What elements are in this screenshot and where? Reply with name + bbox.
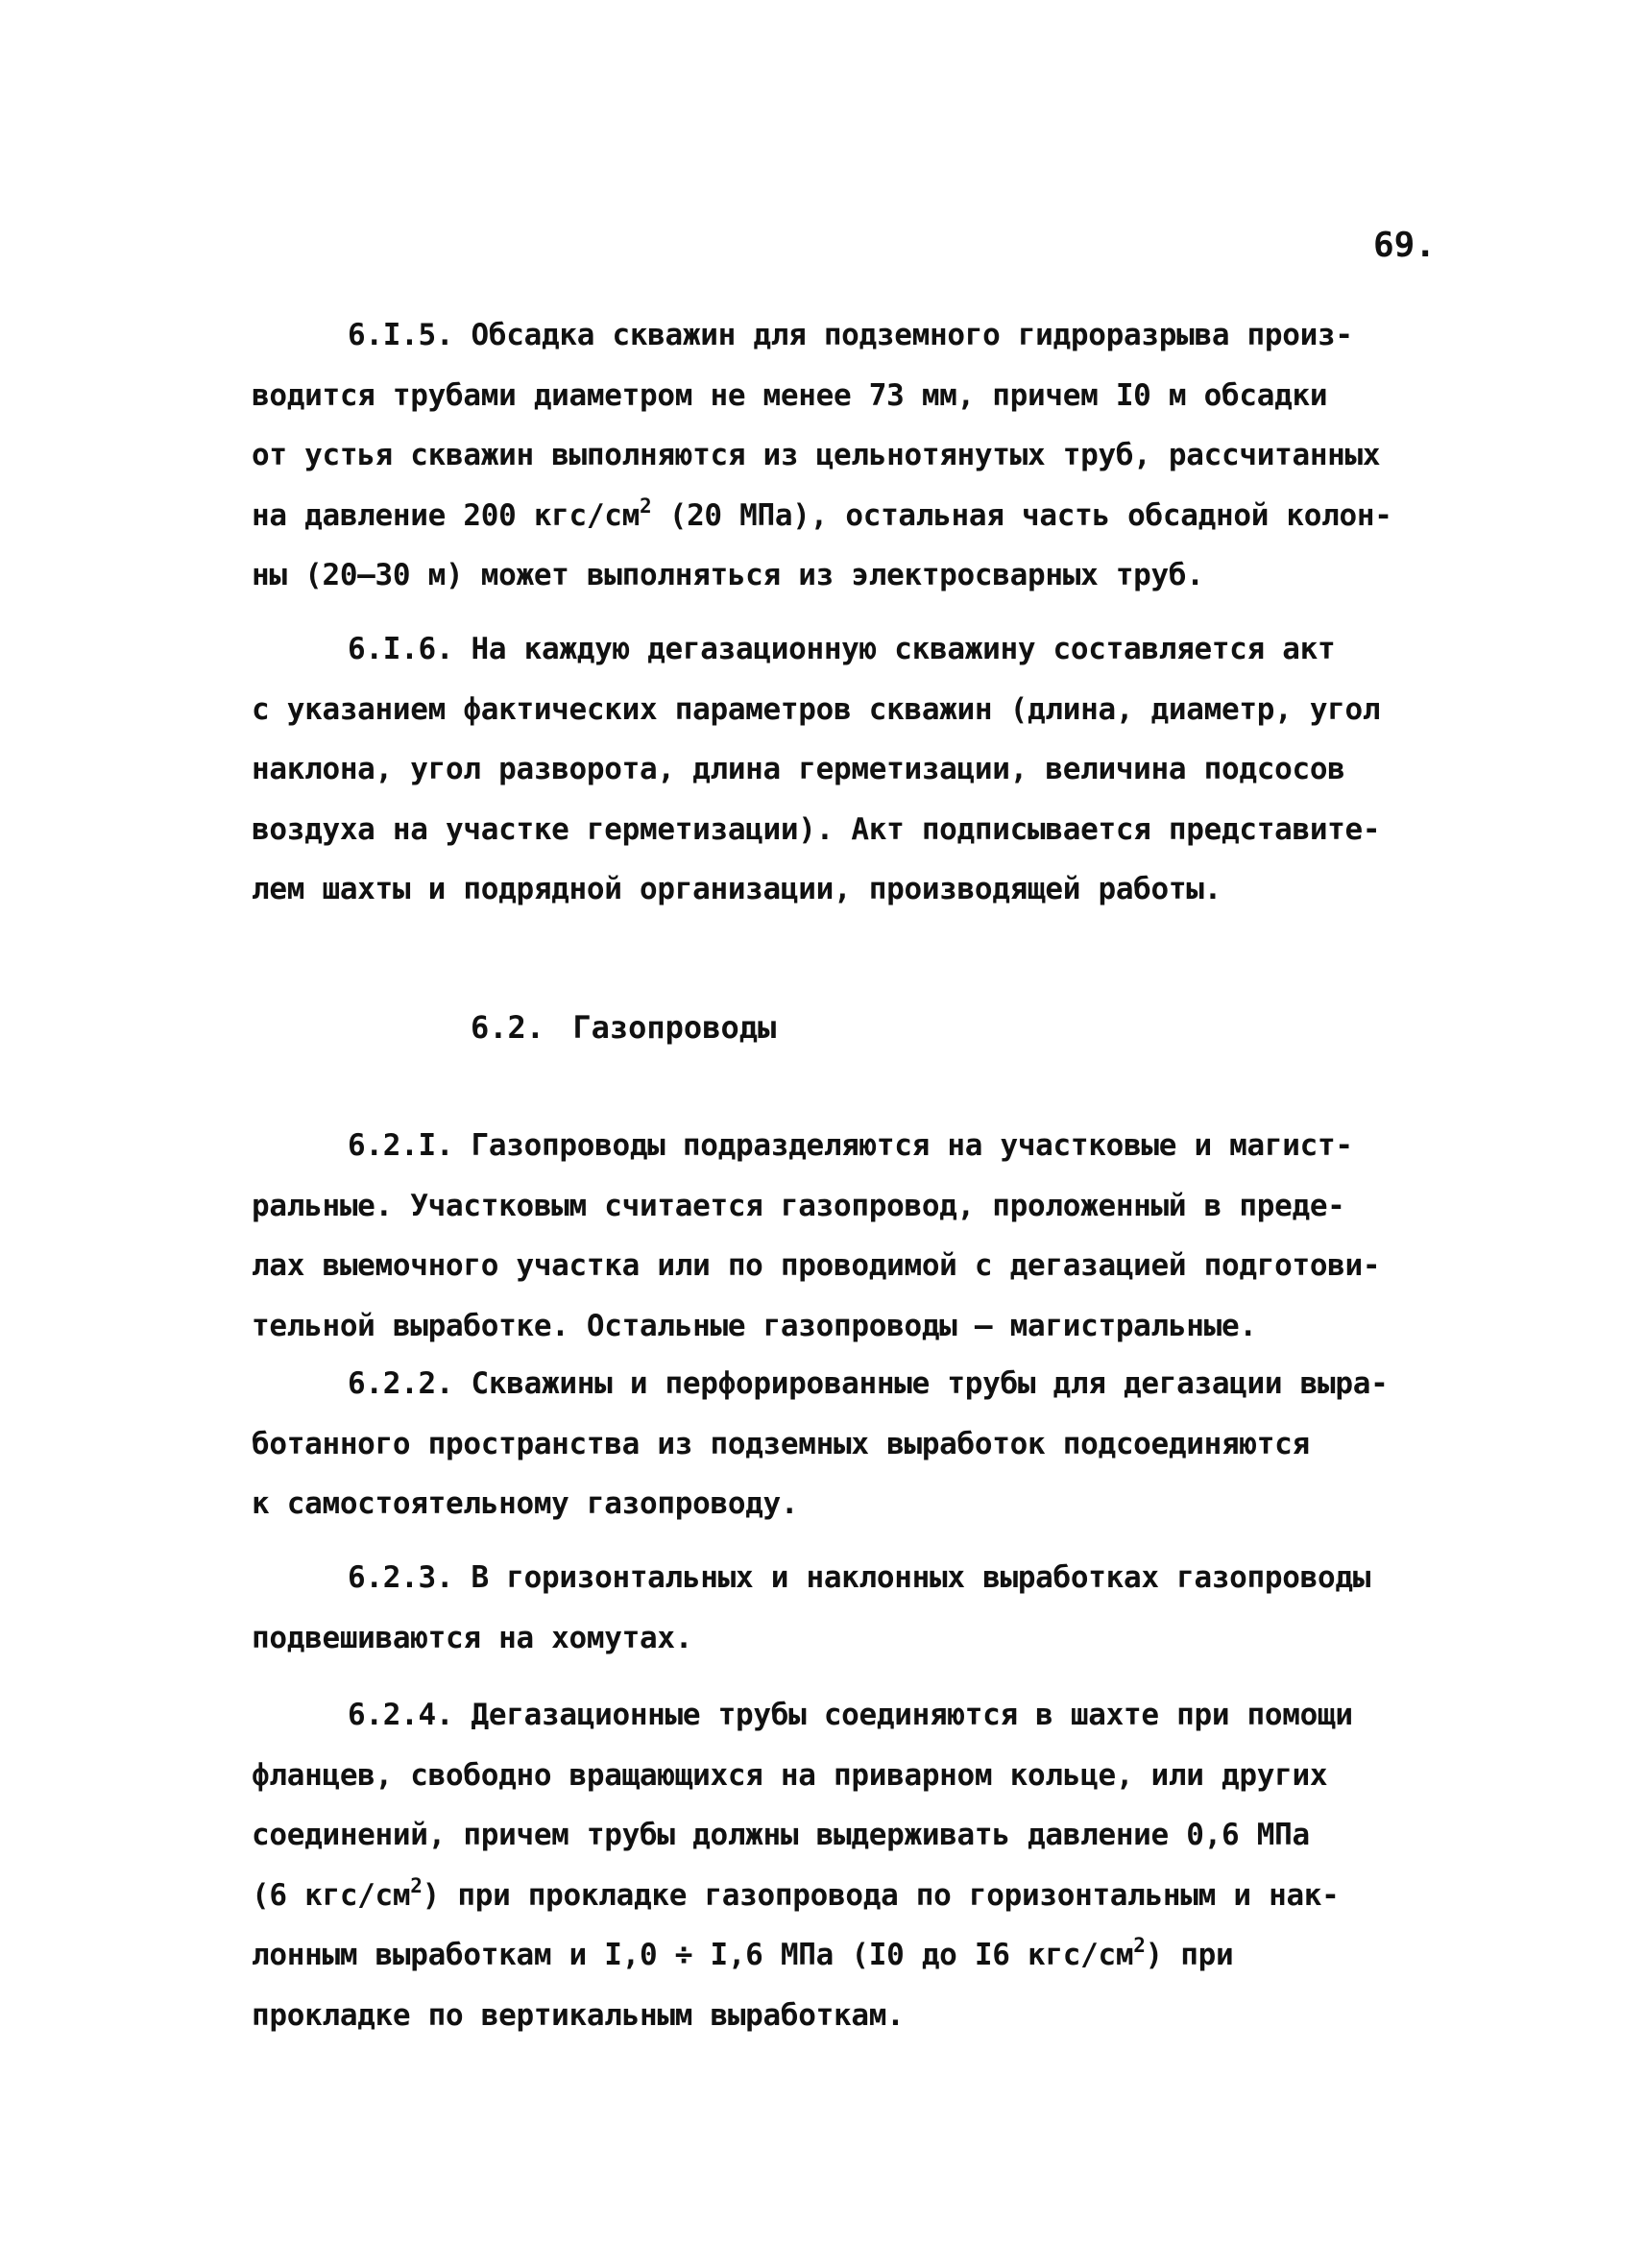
text-line: 6.I.6. На каждую дегазационную скважину составляется акт (348, 632, 1336, 666)
section-title: Газопроводы (572, 1009, 777, 1046)
text-line (252, 486, 1452, 546)
text-line: ботанного пространства из подземных выработок подсоединяются (252, 1426, 1310, 1461)
text-line: к самостоятельному газопроводу. (252, 1486, 799, 1522)
text-line: 6.2.I. Газопроводы подразделяются на участковые и магист- (348, 1128, 1353, 1163)
paragraph-6-1-5 (252, 305, 1452, 606)
text-line: лем шахты и подрядной организации, производящей работы. (252, 872, 1222, 907)
superscript: 2 (410, 1873, 423, 1897)
text-line: прокладке по вертикальным выработкам. (252, 1997, 905, 2033)
text-line: с указанием фактических параметров скважин (длина, диаметр, угол (252, 691, 1381, 727)
text-line (252, 1866, 1452, 1926)
text-fragment: на давление 200 кгс/см (252, 497, 640, 533)
text-fragment: (6 кгс/см (252, 1877, 411, 1913)
text-line: 6.2.4. Дегазационные трубы соединяются в шахте при помощи (348, 1698, 1353, 1732)
paragraph-6-2-1 (252, 1116, 1452, 1356)
text-line: ральные. Участковым считается газопровод, проложенный в преде- (252, 1188, 1345, 1223)
text-line: фланцев, свободно вращающихся на приварном кольце, или других (252, 1757, 1328, 1793)
text-line: водится трубами диаметром не менее 73 мм, причем I0 м обсадки (252, 377, 1328, 413)
paragraph-6-2-2 (252, 1354, 1452, 1534)
superscript: 2 (1133, 1934, 1146, 1958)
text-line: подвешиваются на хомутах. (252, 1620, 693, 1655)
text-fragment: ) при прокладке газопровода по горизонтальным и нак- (422, 1877, 1340, 1913)
text-line: воздуха на участке герметизации). Акт подписывается представите- (252, 811, 1381, 847)
text-line: ны (20–30 м) может выполняться из электросварных труб. (252, 558, 1204, 593)
text-fragment: лонным выработкам и I,0 ÷ I,6 МПа (I0 до I6 кгс/см (252, 1938, 1134, 1973)
text-line: тельной выработке. Остальные газопроводы – магистральные. (252, 1308, 1257, 1343)
superscript: 2 (640, 494, 652, 518)
section-heading (471, 999, 776, 1056)
text-line (252, 1925, 1452, 1986)
text-line: 6.2.2. Скважины и перфорированные трубы для дегазации выра- (348, 1366, 1389, 1401)
text-line: лах выемочного участка или по проводимой с дегазацией подготови- (252, 1248, 1381, 1284)
page-number: 69. (1373, 226, 1437, 265)
section-number: 6.2. (471, 1009, 545, 1046)
paragraph-6-2-4 (252, 1685, 1452, 2046)
text-fragment: ) при (1145, 1938, 1234, 1973)
text-line: соединений, причем трубы должны выдерживать давление 0,6 МПа (252, 1818, 1310, 1853)
text-line: от устья скважин выполняются из цельнотянутых труб, рассчитанных (252, 438, 1381, 473)
text-line: 6.2.3. В горизонтальных и наклонных выработках газопроводы (348, 1560, 1371, 1595)
paragraph-6-2-3 (252, 1548, 1452, 1668)
text-line: наклона, угол разворота, длина герметизации, величина подсосов (252, 752, 1345, 787)
paragraph-6-1-6 (252, 619, 1452, 920)
text-fragment: (20 МПа), остальная часть обсадной колон- (651, 497, 1392, 533)
text-line: 6.I.5. Обсадка скважин для подземного гидроразрыва произ- (348, 318, 1353, 352)
